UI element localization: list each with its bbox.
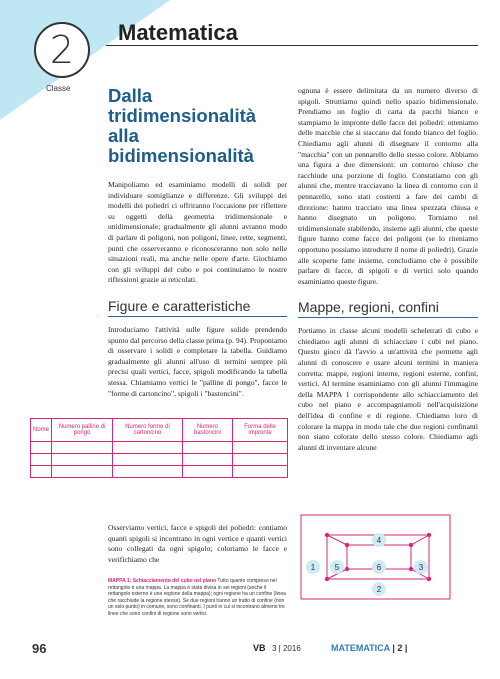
right-column: [298, 86, 478, 453]
left-column: [108, 86, 287, 399]
section-heading-figure: Figure e caratteristiche: [108, 297, 251, 314]
class-number-badge: 2: [34, 22, 90, 78]
vertex-dot: [427, 533, 431, 537]
left-column-continued: [108, 523, 287, 565]
section-label: [331, 643, 407, 653]
issue-info: 3 | 2016: [272, 644, 301, 653]
vertex-dot: [409, 543, 413, 547]
section-rule: [298, 317, 478, 318]
region-label: 5: [334, 563, 340, 572]
region-label: 6: [376, 563, 382, 572]
table-row: [31, 454, 288, 466]
vertex-dot: [325, 577, 329, 581]
region-labels: [306, 533, 428, 596]
intro-paragraph: Manipoliamo ed esaminiamo modelli di solidi per individuare somiglianze e differenze. Gli sviluppi dei modelli dei poliedri ci offriranno l'occasione per riflettere su oggetti della geometria tridimensionale e unidimensionale; gradualmente gli alunni avranno modo di parlare di poligoni, non poligoni, linee, rette, segmenti, punti che osserveranno e riconosceranno non solo nelle situazioni reali, ma anche nelle opere d'arte. Giochiamo con gli sviluppi del cubo e poi continuiamo le nostre riflessioni grazie ai reticolati.: [108, 180, 287, 285]
region-label: 2: [376, 585, 382, 594]
table-row: [31, 442, 288, 454]
vertex-dot: [325, 533, 329, 537]
section1-paragraph: Introduciamo l'attività sulle figure solide prendendo spunto dal percorso della classe prima (p. 94). Proponiamo di osservare i solidi e completare la tabella. Guidiamo gradualmente gli alunni all'uso di termini sempre più precisi quali vertici, facce, spigoli modificando la tabella stessa. Chiamiamo vertici le "palline di pongo", facce le "forme di cartoncino", spigoli i "bastoncini".: [108, 324, 287, 398]
classe-label: Classe: [46, 84, 71, 93]
page-footer: [0, 640, 500, 660]
caption-body: Tutto quanto compreso nel rettangolo è una mappa. La mappa è stata divisa in sei regioni (anche il rettangolo esterno è una regione della mappa); ogni regione ha un confine (linea che racchiude la regione stessa). Se due regioni hanno un tratto di confine (non un solo punto) in comune, sono confinanti. I punti in cui si incontrano almeno tre linee che sono confini di regione sono vertici.: [108, 578, 286, 617]
right-column-paragraph: ognuna è essere delimitata da un numero diverso di spigoli. Struttiamo quindi nello spazio bidimensionale. Prendiamo un foglio di carta da pacchi bianco e stampiamo le impronte delle facce dei poliedri: otteniamo delle macchie che si staccano dal fondo bianco del foglio. Chiediamo agli alunni di disegnare il contorno alla "macchia" con un pennarello dello stesso colore. Abbiamo una figura a due dimensioni: un contorno chiuso che racchiude una porzione di foglio. Constatiamo con gli alunni che, mentre tracciavano la linea di contorno con il pennarello, sono stati costretti a fare dei cambi di direzione: hanno tracciato una linea spezzata chiusa e hanno disegnato un poligono. Torniamo nel tridimensionale stabilendo, insieme agli alunni, che queste figure hanno come facce dei poligoni (se lo riteniamo opportuno possiamo introdurre il nome di poliedri). Grazie alle scoperte fatte insieme, concludiamo che è possibile parlare di facce, di spigoli e di vertici solo quando esaminiamo queste figure.: [298, 86, 478, 286]
region-label: 3: [418, 563, 424, 572]
page-number: 96: [32, 641, 47, 656]
section1-after-paragraph: Osserviamo vertici, facce e spigoli dei poliedri: contiamo quanti spigoli si incontrano in ogni vertice e quanti vertici sono collegati da ogni spigolo; coloriamo le facce e verifichiamo che: [108, 523, 287, 564]
section-name: MATEMATICA: [331, 643, 390, 653]
vertex-dot: [427, 577, 431, 581]
section2-paragraph: Portiamo in classe alcuni modelli scheletrati di cubo e chiediamo agli alunni di schiacciare i cubi nel piano. Questo gioco dà l'avvio a un'attività che permette agli alunni di conoscere e usare alcuni termini in maniera corretta: mappe, regioni interne, regioni esterne, confini, vertici. Al termine esaminiamo con gli alunni l'immagine della MAPPA 1 corrispondente allo schiacciamento del cubo nel piano e accompagniamoli nell'acquisizione dell'idea di confine e di regione. Chiediamo loro di colorare la mappa in modo tale che due regioni confinanti non siano colorate dello stesso colore. Chiediamo agli alunni di inventare alcune: [298, 326, 478, 452]
table-header: Numero bastoncini: [182, 419, 232, 442]
caption-title: MAPPA 1: Schiacciamento del cubo nel piano: [108, 578, 217, 584]
edge-line: [327, 535, 347, 545]
solids-table: [30, 418, 288, 478]
region-label: 1: [310, 563, 316, 572]
edge-line: [411, 535, 429, 545]
vertex-dot: [345, 567, 349, 571]
vertex-dot: [409, 567, 413, 571]
map-diagram: [299, 513, 452, 601]
vertex-dot: [345, 543, 349, 547]
region-label: 4: [376, 536, 382, 545]
table-header: Forma delle impronte: [233, 419, 288, 442]
section-rule: [108, 316, 287, 317]
map-caption: [108, 578, 288, 618]
table-row: [31, 466, 288, 478]
section-number: | 2 |: [392, 643, 408, 653]
article-title: Dalla tridimensionalità alla bidimensionalità: [108, 85, 257, 166]
table-header: Numero forme di cartoncino: [113, 419, 183, 442]
table-header: Numero palline di pongo: [52, 419, 113, 442]
section-heading-mappe: Mappe, regioni, confini: [298, 299, 439, 316]
subject-title: Matematica: [118, 20, 238, 45]
header-rule: [106, 45, 478, 46]
magazine-logo: VB: [253, 643, 266, 653]
table-header: Nome: [31, 419, 52, 442]
